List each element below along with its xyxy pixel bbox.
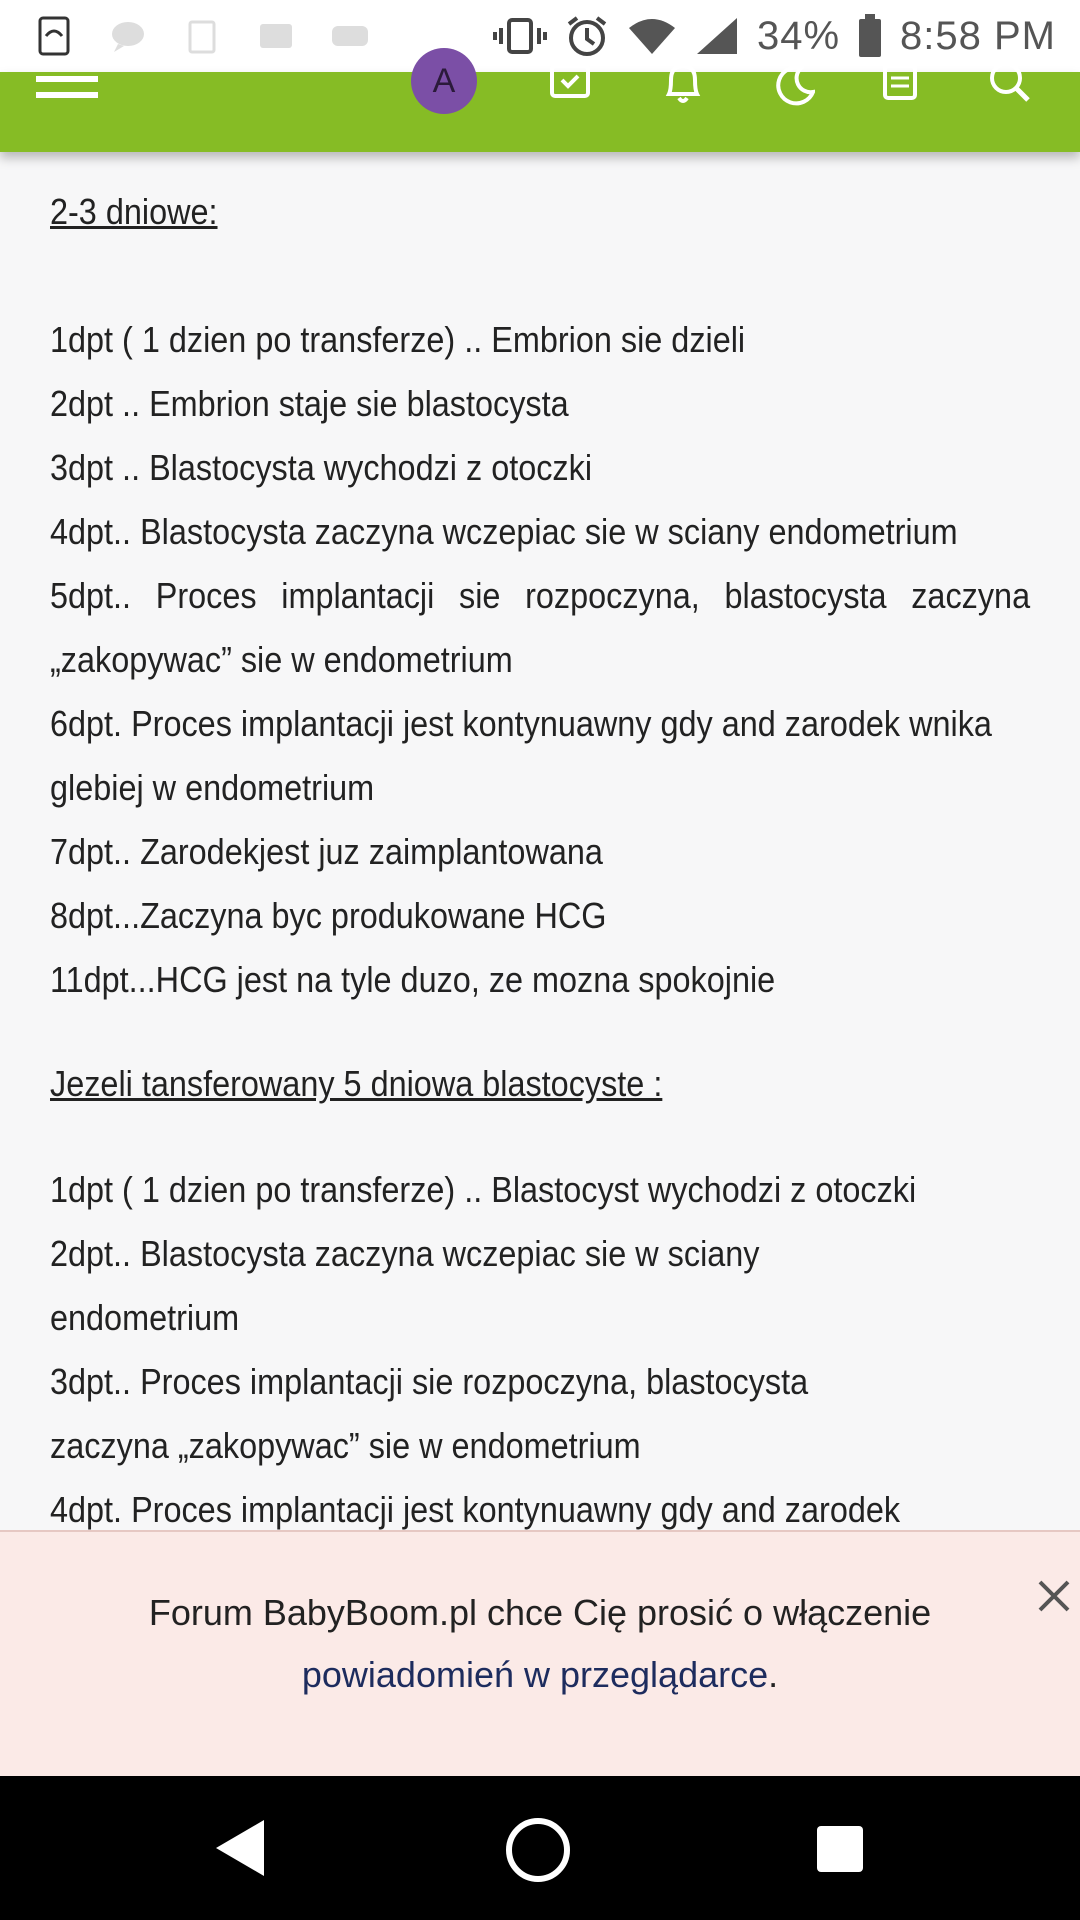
text-line: 1dpt ( 1 dzien po transferze) .. Embrion sie dzieli [50,319,746,360]
alarm-icon [565,14,609,58]
signal-icon [695,16,739,56]
text-line: 3dpt.. Proces implantacji sie rozpoczyna, blastocysta [50,1361,809,1402]
vibrate-icon [493,16,547,56]
text-line: „zakopywac” sie w endometrium [50,639,513,680]
clipboard-check-icon[interactable] [548,66,592,110]
section-heading-2-3-day: 2-3 dniowe: [50,191,218,232]
image-icon [256,16,296,56]
notification-permission-banner [0,1530,1080,1778]
system-icons [493,0,1056,72]
text-line: 5dpt.. Proces implantacji sie rozpoczyna, blastocysta zaczyna [50,575,1031,616]
status-bar [0,0,1080,72]
text-line: 3dpt .. Blastocysta wychodzi z otoczki [50,447,593,488]
bell-icon[interactable] [661,66,705,110]
document-icon[interactable] [879,66,923,110]
battery-percent: 34% [756,13,841,58]
navigation-bar [0,1776,1080,1920]
text-line: endometrium [50,1297,240,1338]
text-line: zaczyna „zakopywac” sie w endometrium [50,1425,641,1466]
text-line: glebiej w endometrium [50,767,375,808]
wifi-icon [627,16,677,56]
text-line: 4dpt. Proces implantacji jest kontynuawny gdy and zarodek [50,1489,901,1530]
text-line: 7dpt.. Zarodekjest juz zaimplantowana [50,831,603,872]
banner-link[interactable]: powiadomień w przeglądarce [301,1654,769,1695]
menu-icon[interactable] [36,72,98,102]
battery-icon [858,14,882,58]
moon-icon[interactable] [771,66,815,110]
section-heading-5-day: Jezeli tansferowany 5 dniowa blastocyste : [50,1063,663,1104]
clipboard-icon [182,16,222,56]
text-line: 1dpt ( 1 dzien po transferze) .. Blastocyst wychodzi z otoczki [50,1169,917,1210]
search-icon[interactable] [988,66,1032,110]
app-bar [0,62,1080,152]
text-line: 4dpt.. Blastocysta zaczyna wczepiac sie w sciany endometrium [50,511,958,552]
clock: 8:58 PM [900,13,1056,58]
banner-period: . [768,1654,779,1695]
banner-message [60,1582,1020,1706]
text-line: 2dpt.. Blastocysta zaczyna wczepiac sie w sciany [50,1233,760,1274]
text-line: 11dpt...HCG jest na tyle duzo, ze mozna spokojnie [50,959,776,1000]
avatar[interactable]: A [411,48,477,114]
recents-icon[interactable] [817,1826,863,1872]
app-icon [34,16,74,56]
video-icon [330,16,370,56]
post-content [50,180,1031,1542]
banner-text: Forum BabyBoom.pl chce Cię prosić o włączenie [148,1592,932,1633]
notification-icons [0,16,370,56]
back-icon[interactable] [212,1818,268,1878]
text-line: 8dpt...Zaczyna byc produkowane HCG [50,895,607,936]
home-icon[interactable] [504,1816,572,1884]
text-line: 6dpt. Proces implantacji jest kontynuawny gdy and zarodek wnika [50,703,992,744]
text-line: 2dpt .. Embrion staje sie blastocysta [50,383,569,424]
chat-icon [108,16,148,56]
close-icon[interactable] [1034,1576,1074,1616]
